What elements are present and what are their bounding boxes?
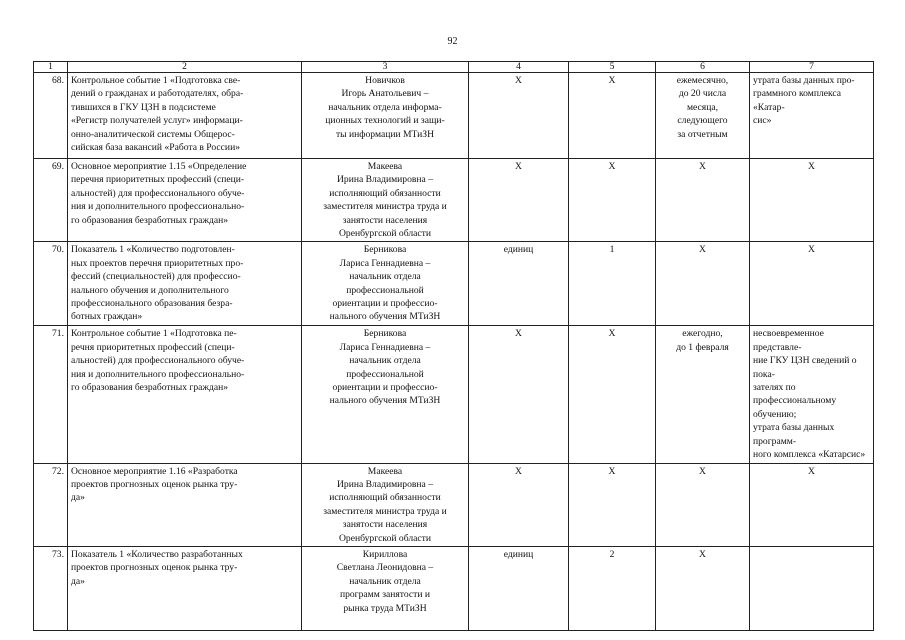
unit-cell: X: [469, 326, 569, 463]
row-number: 69.: [34, 159, 68, 242]
unit-cell: единиц: [469, 546, 569, 630]
row-number: 73.: [34, 546, 68, 630]
deadline-cell: X: [656, 546, 750, 630]
unit-cell: X: [469, 159, 569, 242]
table-row: [34, 326, 874, 463]
value-cell: X: [569, 463, 656, 546]
value-cell: X: [569, 326, 656, 463]
deadline-cell: ежегодно, до 1 февраля: [656, 326, 750, 463]
column-header: 2: [68, 62, 302, 73]
table-row: [34, 73, 874, 159]
unit-cell: X: [469, 463, 569, 546]
responsible-person: Берникова Лариса Геннадиевна – начальник отдела профессиональной ориентации и профессио- нального обучения МТиЗН: [302, 326, 469, 463]
header-row: [34, 62, 874, 73]
responsible-person: Макеева Ирина Владимировна – исполняющий обязанности заместителя министра труда и занятости населения Оренбургской области: [302, 463, 469, 546]
responsible-person: Кириллова Светлана Леонидовна – начальник отдела программ занятости и рынка труда МТиЗН: [302, 546, 469, 630]
unit-cell: единиц: [469, 242, 569, 326]
activity-name: Показатель 1 «Количество разработанных проектов прогнозных оценок рынка тру- да»: [68, 546, 302, 630]
table-row: [34, 463, 874, 546]
table-row: [34, 242, 874, 326]
activity-name: Показатель 1 «Количество подготовлен- ных проектов перечня приоритетных про- фессий (специальностей) для профессио- нального обучения и дополнительного профессионального образования безра- ботных граждан»: [68, 242, 302, 326]
row-number: 71.: [34, 326, 68, 463]
activity-name: Контрольное событие 1 «Подготовка пе- речня приоритетных профессий (специ- альностей) для профессионального обуче- ния и дополнительного профессионально- го образования безработных граждан»: [68, 326, 302, 463]
deadline-cell: ежемесячно, до 20 числа месяца, следующего за отчетным: [656, 73, 750, 159]
responsible-person: Макеева Ирина Владимировна – исполняющий обязанности заместителя министра труда и занятости населения Оренбургской области: [302, 159, 469, 242]
column-header: 7: [750, 62, 874, 73]
risk-cell: X: [750, 159, 874, 242]
risk-cell: X: [750, 242, 874, 326]
responsible-person: Берникова Лариса Геннадиевна – начальник отдела профессиональной ориентации и профессио- нального обучения МТиЗН: [302, 242, 469, 326]
value-cell: X: [569, 159, 656, 242]
column-header: 4: [469, 62, 569, 73]
column-header: 5: [569, 62, 656, 73]
page-number: 92: [447, 36, 458, 47]
risk-cell: несвоевременное представле- ние ГКУ ЦЗН сведений о пока- зателях по профессиональному обучению; утрата базы данных программ- ного комплекса «Катарсис»: [750, 326, 874, 463]
column-header: 6: [656, 62, 750, 73]
row-number: 70.: [34, 242, 68, 326]
table-row: [34, 159, 874, 242]
risk-cell: [750, 546, 874, 630]
activity-name: Основное мероприятие 1.15 «Определение перечня приоритетных профессий (специ- альностей) для профессионального обуче- ния и дополнительного профессионально- го образования безработных граждан»: [68, 159, 302, 242]
value-cell: 1: [569, 242, 656, 326]
responsible-person: Новичков Игорь Анатольевич – начальник отдела информа- ционных технологий и защи- ты информации МТиЗН: [302, 73, 469, 159]
row-number: 72.: [34, 463, 68, 546]
plan-table: [33, 61, 874, 631]
risk-cell: X: [750, 463, 874, 546]
activity-name: Контрольное событие 1 «Подготовка све- дений о гражданах и работодателях, обра- тившихся в ГКУ ЦЗН в подсистеме «Регистр получателей услуг» информаци- онно-аналитической системы Общерос- сийская база вакансий «Работа в России»: [68, 73, 302, 159]
deadline-cell: X: [656, 463, 750, 546]
value-cell: X: [569, 73, 656, 159]
risk-cell: утрата базы данных про- граммного комплекса «Катар- сис»: [750, 73, 874, 159]
unit-cell: X: [469, 73, 569, 159]
row-number: 68.: [34, 73, 68, 159]
deadline-cell: X: [656, 159, 750, 242]
value-cell: 2: [569, 546, 656, 630]
column-header: 1: [34, 62, 68, 73]
column-header: 3: [302, 62, 469, 73]
activity-name: Основное мероприятие 1.16 «Разработка проектов прогнозных оценок рынка тру- да»: [68, 463, 302, 546]
table-row: [34, 546, 874, 630]
deadline-cell: X: [656, 242, 750, 326]
